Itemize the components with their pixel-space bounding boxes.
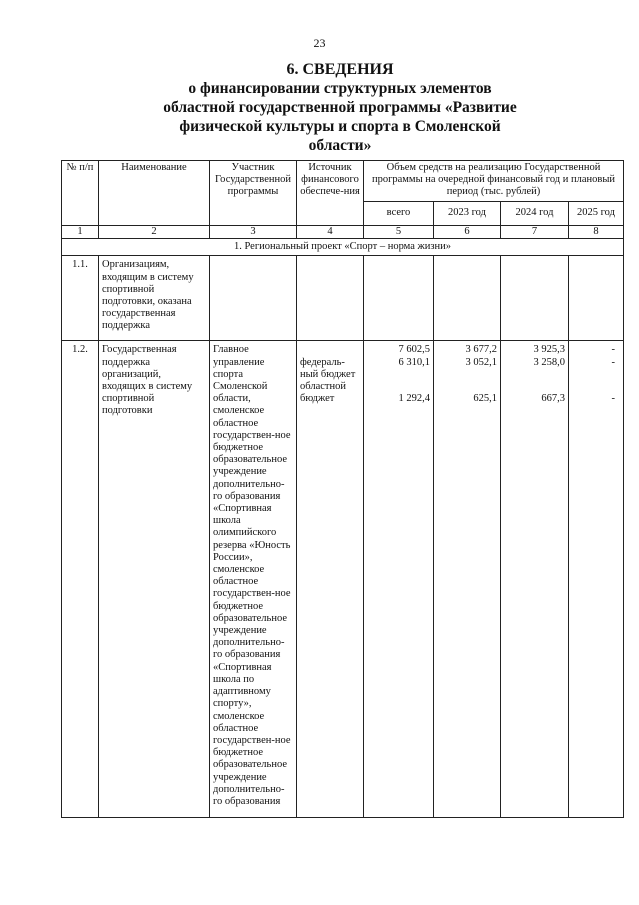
row-total — [364, 341, 434, 818]
page-number: 23 — [313, 36, 326, 50]
value-cell: - — [611, 356, 615, 368]
row-participant — [210, 256, 297, 341]
value-cell: 625,1 — [473, 393, 497, 405]
section-row — [62, 239, 624, 256]
header-source: Источник финансового обеспече-ния — [297, 161, 364, 226]
row-2024 — [501, 341, 569, 818]
title-line: 6. СВЕДЕНИЯ — [286, 61, 394, 78]
header-volume: Объем средств на реализацию Государственной программы на очередной финансовый год и плановый период (тыс. рублей) — [364, 161, 624, 202]
column-number: 3 — [210, 226, 297, 239]
header-participant: Участник Государственной программы — [210, 161, 297, 226]
row-source — [297, 256, 364, 341]
row-2025 — [569, 256, 624, 341]
row-2023 — [434, 341, 501, 818]
title-line: физической культуры и спорта в Смоленской — [179, 118, 501, 135]
row-name: Организациям, входящим в систему спортивной подготовки, оказана государственная поддержка — [99, 256, 210, 341]
source-federal: федераль-ный бюджет — [300, 356, 356, 380]
row-2025 — [569, 341, 624, 818]
column-number: 1 — [62, 226, 99, 239]
header-2025: 2025 год — [569, 202, 624, 226]
row-2023 — [434, 256, 501, 341]
value-cell: 3 677,2 — [465, 344, 497, 356]
row-number: 1.2. — [62, 341, 99, 818]
value-cell: 3 258,0 — [533, 356, 565, 368]
column-number-row — [62, 226, 624, 239]
value-cell: - — [611, 344, 615, 356]
title-line: о финансировании структурных элементов — [188, 80, 492, 97]
column-number: 5 — [364, 226, 434, 239]
header-row — [62, 161, 624, 202]
header-name: Наименование — [99, 161, 210, 226]
column-number: 2 — [99, 226, 210, 239]
value-cell: 667,3 — [541, 393, 565, 405]
table-row — [62, 341, 624, 818]
section-title: 1. Региональный проект «Спорт – норма жизни» — [62, 239, 624, 256]
row-total — [364, 256, 434, 341]
header-total: всего — [364, 202, 434, 226]
row-source — [297, 341, 364, 818]
value-cell: 1 292,4 — [398, 393, 430, 405]
row-name: Государственная поддержка организаций, входящих в систему спортивной подготовки — [99, 341, 210, 818]
column-number: 6 — [434, 226, 501, 239]
title-line: областной государственной программы «Развитие — [163, 99, 517, 116]
column-number: 8 — [569, 226, 624, 239]
header-num: № п/п — [62, 161, 99, 226]
row-2024 — [501, 256, 569, 341]
table-row — [62, 256, 624, 341]
financing-table — [61, 160, 624, 818]
value-cell: 6 310,1 — [398, 356, 430, 368]
value-cell: 3 925,3 — [533, 344, 565, 356]
value-cell: 7 602,5 — [398, 344, 430, 356]
row-number: 1.1. — [62, 256, 99, 341]
header-2023: 2023 год — [434, 202, 501, 226]
header-2024: 2024 год — [501, 202, 569, 226]
title-line: области» — [308, 137, 372, 154]
row-participant: Главное управление спорта Смоленской области, смоленское областное государствен-ное бюджетное образовательное учреждение дополнительно-го образования «Спортивная школа олимпийского резерва «Юность России», смоленское областное государствен-ное бюджетное образовательное учреждение дополнительно-го образования «Спортивная школа по адаптивному спорту», смоленское областное государствен-ное бюджетное образовательное учреждение дополнительно-го образования — [210, 341, 297, 818]
value-cell: - — [611, 393, 615, 405]
column-number: 7 — [501, 226, 569, 239]
column-number: 4 — [297, 226, 364, 239]
document-title — [60, 60, 620, 155]
source-regional: областной бюджет — [300, 381, 346, 405]
value-cell: 3 052,1 — [465, 356, 497, 368]
